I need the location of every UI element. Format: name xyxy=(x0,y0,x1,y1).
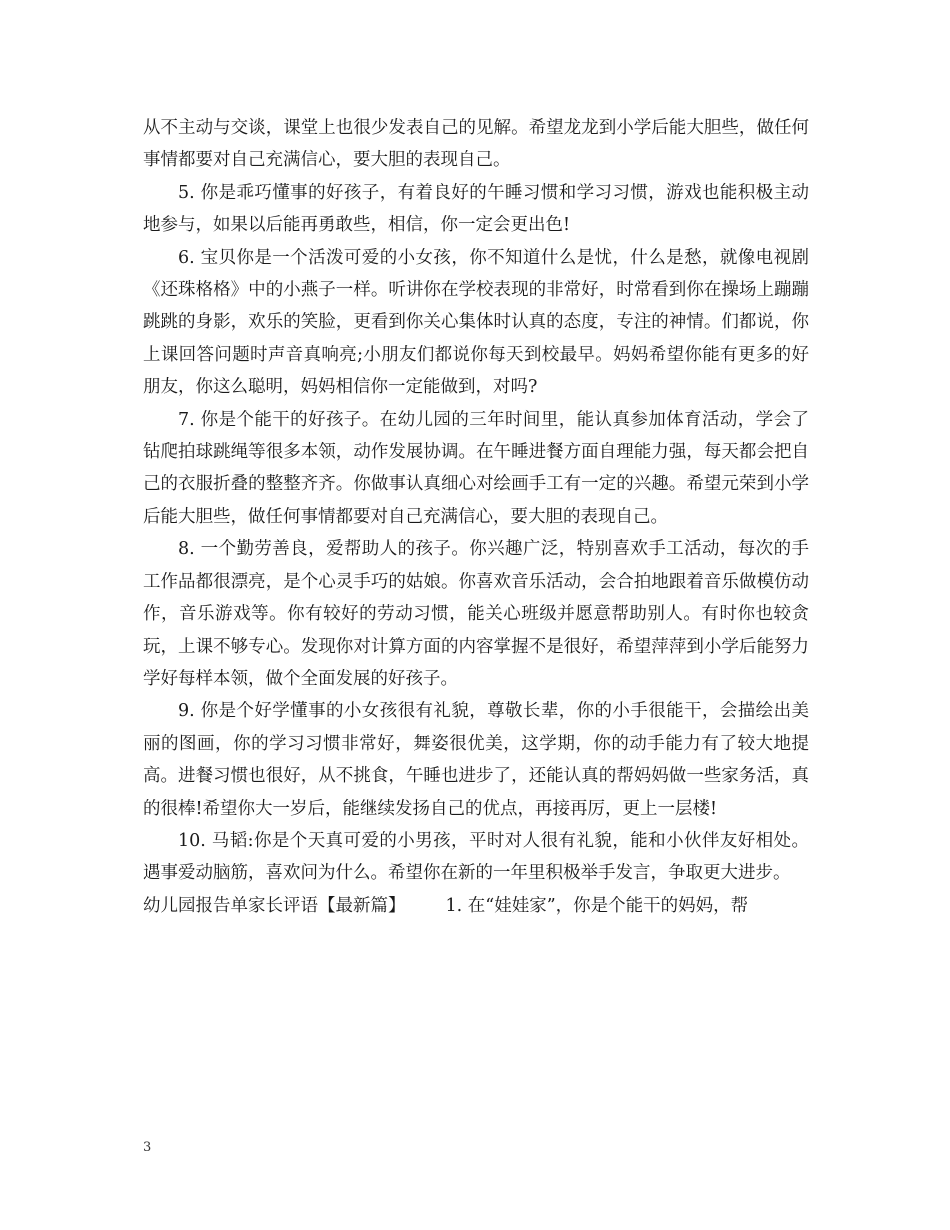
section-heading-line xyxy=(143,890,809,922)
section-title: 幼儿园报告单家长评语【最新篇】 xyxy=(143,895,406,916)
paragraph-continued: 从不主动与交谈，课堂上也很少发表自己的见解。希望龙龙到小学后能大胆些，做任何事情都要对自己充满信心，要大胆的表现自己。 xyxy=(143,118,809,171)
paragraph-item-10: 10. 马韬:你是个天真可爱的小男孩，平时对人很有礼貌，能和小伙伴友好相处。遇事爱动脑筋，喜欢问为什么。希望你在新的一年里积极举手发言，争取更大进步。 xyxy=(143,830,809,884)
page-number: 3 xyxy=(143,1140,152,1155)
paragraph-item-8: 8. 一个勤劳善良，爱帮助人的孩子。你兴趣广泛，特别喜欢手工活动，每次的手工作品都很漂亮，是个心灵手巧的姑娘。你喜欢音乐活动，会合拍地跟着音乐做模仿动作，音乐游戏等。你有较好的劳动习惯，能关心班级并愿意帮助别人。有时你也较贪玩，上课不够专心。发现你对计算方面的内容掌握不是很好，希望萍萍到小学后能努力学好每样本领，做个全面发展的好孩子。 xyxy=(143,539,809,689)
paragraph-item-7: 7. 你是个能干的好孩子。在幼儿园的三年时间里，能认真参加体育活动，学会了钻爬拍球跳绳等很多本领，动作发展协调。在午睡进餐方面自理能力强，每天都会把自己的衣服折叠的整整齐齐。你做事认真细心对绘画手工有一定的兴趣。希望元荣到小学后能大胆些，做任何事情都要对自己充满信心，要大胆的表现自己。 xyxy=(143,409,809,527)
document-body xyxy=(143,112,809,922)
paragraph-item-9: 9. 你是个好学懂事的小女孩很有礼貌，尊敬长辈，你的小手很能干，会描绘出美丽的图画，你的学习习惯非常好，舞姿很优美，这学期，你的动手能力有了较大地提高。进餐习惯也很好，从不挑食，午睡也进步了，还能认真的帮妈妈做一些家务活，真的很棒!希望你大一岁后，能继续发扬自己的优点，再接再厉，更上一层楼! xyxy=(143,701,809,819)
section-first-item: 1. 在“娃娃家”，你是个能干的妈妈，帮 xyxy=(445,895,749,916)
paragraph-item-5: 5. 你是乖巧懂事的好孩子，有着良好的午睡习惯和学习习惯，游戏也能积极主动地参与，如果以后能再勇敢些，相信，你一定会更出色! xyxy=(143,182,809,236)
paragraph-item-6: 6. 宝贝你是一个活泼可爱的小女孩，你不知道什么是忧，什么是愁，就像电视剧《还珠格格》中的小燕子一样。听讲你在学校表现的非常好，时常看到你在操场上蹦蹦跳跳的身影，欢乐的笑脸，更看到你关心集体时认真的态度，专注的神情。们都说，你上课回答问题时声音真响亮;小朋友们都说你每天到校最早。妈妈希望你能有更多的好朋友，你这么聪明，妈妈相信你一定能做到，对吗? xyxy=(143,247,809,398)
